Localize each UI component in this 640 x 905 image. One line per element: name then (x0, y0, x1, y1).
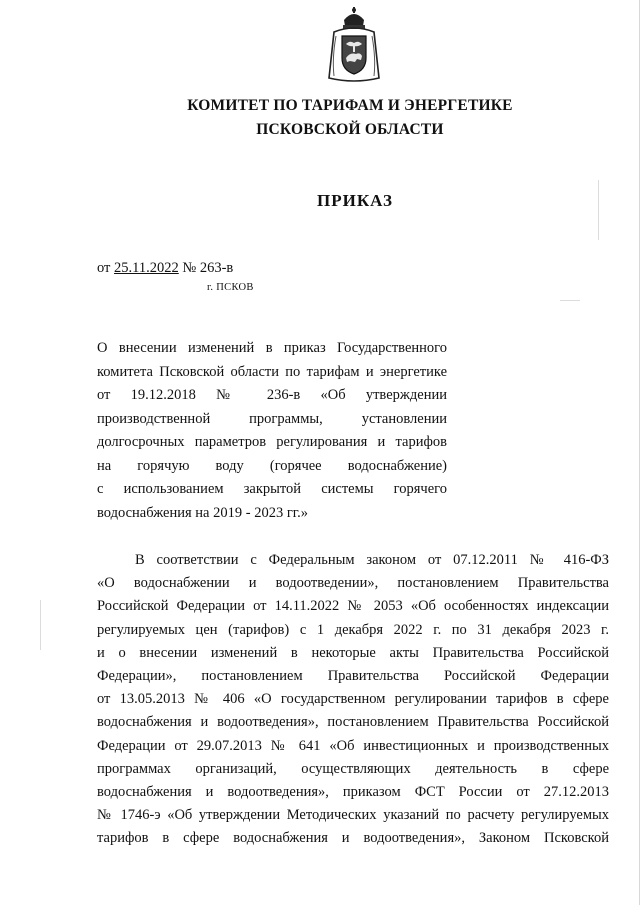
order-subject (97, 337, 447, 525)
order-date-prefix: от (97, 260, 115, 276)
organization-name-line1: КОМИТЕТ ПО ТАРИФАМ И ЭНЕРГЕТИКЕ (187, 97, 513, 114)
order-city: г. ПСКОВ (207, 282, 254, 293)
scan-artifact (40, 600, 41, 650)
body-line: Федерации», постановлением Правительства Российской Федерации (97, 668, 609, 685)
subject-line: водоснабжения на 2019 - 2023 гг.» (97, 504, 308, 521)
pskov-region-coat-of-arms-icon (326, 6, 382, 84)
body-line: Федерации от 29.07.2013 № 641 «Об инвестиционных и производственных (97, 737, 609, 754)
subject-line: комитета Псковской области по тарифам и энергетике (97, 363, 447, 380)
body-line: В соответствии с Федеральным законом от 07.12.2011 № 416-ФЗ (135, 552, 609, 568)
order-date-number (97, 260, 233, 277)
subject-line: долгосрочных параметров регулирования и тарифов (97, 434, 447, 450)
body-line: № 1746-э «Об утверждении Методических указаний по расчету регулируемых (97, 807, 609, 824)
body-line: программах организаций, осуществляющих деятельность в сфере (97, 760, 609, 777)
body-line: водоснабжения и водоотведения», постановлением Правительства Российской (97, 714, 609, 731)
order-number: 263-в (199, 260, 234, 276)
body-line: от 13.05.2013 № 406 «О государственном регулировании тарифов в сфере (97, 691, 609, 708)
subject-line: О внесении изменений в приказ Государственного (97, 340, 447, 356)
subject-line: с использованием закрытой системы горячего (97, 481, 447, 497)
scan-artifact (598, 180, 599, 240)
order-date: 25.11.2022 (114, 260, 179, 276)
body-line: Российской Федерации от 14.11.2022 № 2053 «Об особенностях индексации (97, 598, 609, 615)
order-number-sign: № (178, 260, 200, 276)
body-line: и о внесении изменений в некоторые акты Правительства Российской (97, 644, 609, 661)
order-body-paragraph (97, 549, 609, 851)
subject-line: от 19.12.2018 № 236-в «Об утверждении (97, 387, 447, 403)
subject-line: производственной программы, установлении (97, 410, 447, 427)
scan-artifact (560, 300, 580, 301)
organization-name-line2: ПСКОВСКОЙ ОБЛАСТИ (256, 121, 444, 138)
body-line: «О водоснабжении и водоотведении», постановлением Правительства (97, 575, 609, 592)
body-line: тарифов в сфере водоснабжения и водоотведения», Законом Псковской (97, 830, 609, 847)
subject-line: на горячую воду (горячее водоснабжение) (97, 457, 447, 474)
body-line: водоснабжения и водоотведения», приказом ФСТ России от 27.12.2013 (97, 784, 609, 801)
document-type-title: ПРИКАЗ (317, 191, 393, 210)
body-line: регулируемых цен (тарифов) с 1 декабря 2022 г. по 31 декабря 2023 г. (97, 621, 609, 638)
